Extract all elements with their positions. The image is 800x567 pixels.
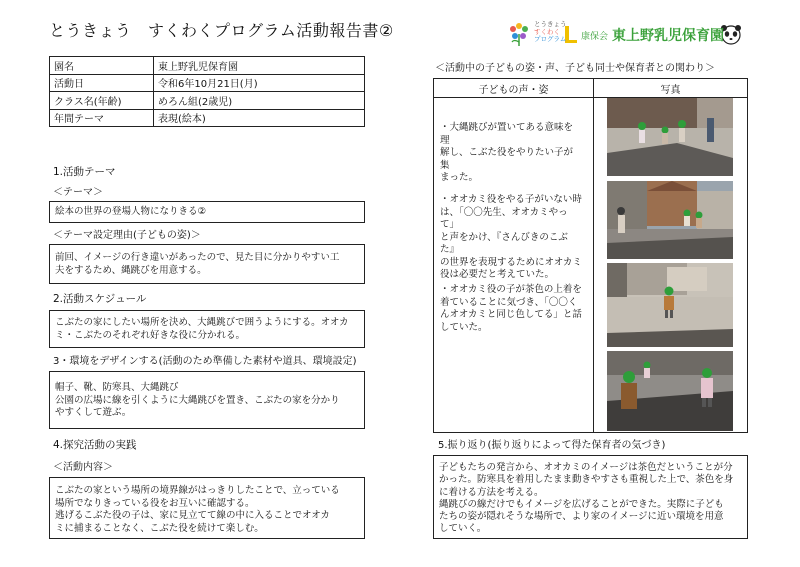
observation-note: ・大縄跳びが置いてある意味を理 解し、こぶた役をやりたい子が集 まった。	[440, 122, 574, 183]
table-row	[434, 79, 748, 98]
activity-photo	[607, 181, 733, 259]
reason-label: ＜テーマ設定理由(子どもの姿)＞	[53, 230, 201, 241]
content-label: ＜活動内容＞	[53, 462, 113, 473]
observation-note: ・オオカミ役をやる子がいない時 は、「〇〇先生、オオカミやって」 と声をかけ、『さんびきのこぶた』 の世界を表現するためにオオカミ 役は必要だと考えていた。	[440, 194, 582, 280]
info-label: クラス名(年齢)	[50, 92, 154, 110]
brand-line: とうきょう	[534, 20, 567, 28]
observation-heading: ＜活動中の子どもの姿・声、子ども同士や保育者との関わり＞	[435, 63, 715, 74]
info-label: 年間テーマ	[50, 109, 154, 127]
nursery-name: 東上野乳児保育園	[612, 28, 724, 44]
brand-line: すくわく	[534, 27, 560, 36]
activity-photo	[607, 98, 733, 176]
environment-box: 帽子、靴、防寒具、大縄跳び 公園の広場に線を引くように大縄跳びを置き、こぶたの家を分かり やすくして遊ぶ。	[49, 371, 365, 429]
voice-column-header: 子どもの声・姿	[434, 79, 594, 98]
activity-photo	[607, 351, 733, 431]
info-value: 表現(絵本)	[154, 109, 365, 127]
section-5-heading: 5.振り返り(振り返りによって得た保育者の気づき)	[438, 440, 666, 451]
photo-column-header: 写真	[594, 79, 748, 98]
table-row	[50, 109, 365, 127]
section-1-heading: 1.活動テーマ	[53, 166, 116, 178]
theme-box: 絵本の世界の登場人物になりきる②	[49, 201, 365, 223]
sukuwaku-brand	[534, 21, 567, 44]
observation-note: ・オオカミ役の子が茶色の上着を 着ていることに気づき、「〇〇く んオオカミと同じ色してる」と話 していた。	[440, 284, 582, 333]
nursery-logo	[505, 20, 749, 50]
practice-box: こぶたの家という場所の境界線がはっきりしたことで、立っている 場所でなりきっている役をお互いに確認する。 逃げるこぶた役の子は、家に見立てて線の中に入ることでオオカ ミに捕まることなく、こぶた役を続けて楽しむ。	[49, 477, 365, 539]
table-row	[50, 57, 365, 75]
info-label: 活動日	[50, 74, 154, 92]
report-title: とうきょう すくわくプログラム活動報告書②	[49, 21, 394, 40]
info-value: 令和6年10月21日(月)	[154, 74, 365, 92]
info-label: 園名	[50, 57, 154, 75]
section-3-heading: 3・環境をデザインする(活動のため準備した素材や道具、環境設定)	[53, 356, 357, 367]
info-table	[49, 56, 365, 127]
info-value: めろん組(2歳児)	[154, 92, 365, 110]
table-row	[50, 74, 365, 92]
section-4-heading: 4.探究活動の実践	[53, 439, 137, 451]
brand-line: プログラム	[534, 35, 567, 43]
org-name: 康保会	[581, 32, 609, 42]
section-2-heading: 2.活動スケジュール	[53, 293, 147, 305]
reason-box: 前回、イメージの行き違いがあったので、見た目に分かりやすい工 夫をするため、縄跳びを用意する。	[49, 244, 365, 284]
reflection-box: 子どもたちの発言から、オオカミのイメージは茶色だということが分 かった。防寒具を着用したまま動きやすさも重視した上で、茶色を身 に着ける方法を考える。 縄跳びの線だけでもイメージを広げることができた。実際に子ども たちの姿が隠れそうな場所で、より家のイメージに近い環境を用意 していく。	[433, 455, 748, 539]
activity-photo	[607, 263, 733, 347]
schedule-box: こぶたの家にしたい場所を決め、大縄跳びで囲うようにする。オオカ ミ・こぶたのそれぞれ好きな役に分かれる。	[49, 310, 365, 348]
theme-label: ＜テーマ＞	[53, 187, 103, 198]
table-row	[50, 92, 365, 110]
info-value: 東上野乳児保育園	[154, 57, 365, 75]
